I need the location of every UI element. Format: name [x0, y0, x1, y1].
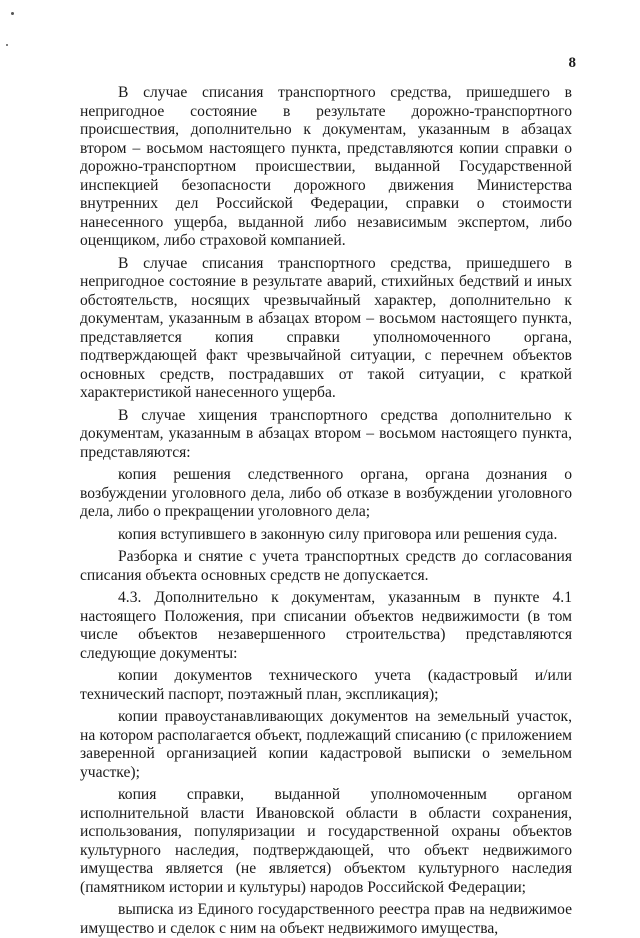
- paragraph-section-4-3: 4.3. Дополнительно к документам, указанным в пункте 4.1 настоящего Положения, при списании объектов недвижимости (в том числе объектов незавершенного строительства) представляются следующие документы:: [80, 589, 572, 662]
- document-body: [80, 84, 572, 938]
- scan-speck: [11, 12, 14, 15]
- paragraph-registry-extract: выписка из Единого государственного реестра прав на недвижимое имущество и сделок с ним на объект недвижимого имущества,: [80, 901, 572, 937]
- paragraph-technical-documents: копии документов технического учета (кадастровый и/или технический паспорт, поэтажный план, экспликация);: [80, 667, 572, 703]
- paragraph-dismantling-prohibition: Разборка и снятие с учета транспортных средств до согласования списания объекта основных средств не допускается.: [80, 548, 572, 584]
- paragraph-vehicle-accident: В случае списания транспортного средства, пришедшего в непригодное состояние в результате дорожно-транспортного происшествия, дополнительно к документам, указанным в абзацах втором – восьмом настоящего пункта, представляются копии справки о дорожно-транспортном происшествии, выданной Государственной инспекцией безопасности дорожного движения Министерства внутренних дел Российской Федерации, справки о стоимости нанесенного ущерба, выданной либо независимым экспертом, либо оценщиком, либо страховой компанией.: [80, 84, 572, 249]
- paragraph-vehicle-emergency: В случае списания транспортного средства, пришедшего в непригодное состояние в результате аварий, стихийных бедствий и иных обстоятельств, носящих чрезвычайный характер, дополнительно к документам, указанным в абзацах втором – восьмом настоящего пункта, представляется копия справки уполномоченного органа, подтверждающей факт чрезвычайной ситуации, с перечнем объектов основных средств, пострадавших от такой ситуации, с краткой характеристикой нанесенного ущерба.: [80, 254, 572, 401]
- page-number: 8: [568, 55, 576, 71]
- paragraph-cultural-heritage-certificate: копия справки, выданной уполномоченным органом исполнительной власти Ивановской области в области сохранения, использования, популяризации и государственной охраны объектов культурного наследия, подтверждающей, что объект недвижимого имущества является (не является) объектом культурного наследия (памятником истории и культуры) народов Российской Федерации;: [80, 786, 572, 896]
- paragraph-court-decision-copy: копия вступившего в законную силу приговора или решения суда.: [118, 525, 558, 543]
- paragraph-criminal-case-copy: копия решения следственного органа, органа дознания о возбуждении уголовного дела, либо об отказе в возбуждении уголовного дела, либо о прекращении уголовного дела;: [80, 466, 572, 520]
- paragraph-land-documents: копии правоустанавливающих документов на земельный участок, на котором располагается объект, подлежащий списанию (с приложением заверенной организацией копии кадастровой выписки о земельном участке);: [80, 708, 572, 781]
- scan-speck: [6, 44, 8, 46]
- paragraph-vehicle-theft: В случае хищения транспортного средства дополнительно к документам, указанным в абзацах втором – восьмом настоящего пункта, представляются:: [80, 406, 572, 461]
